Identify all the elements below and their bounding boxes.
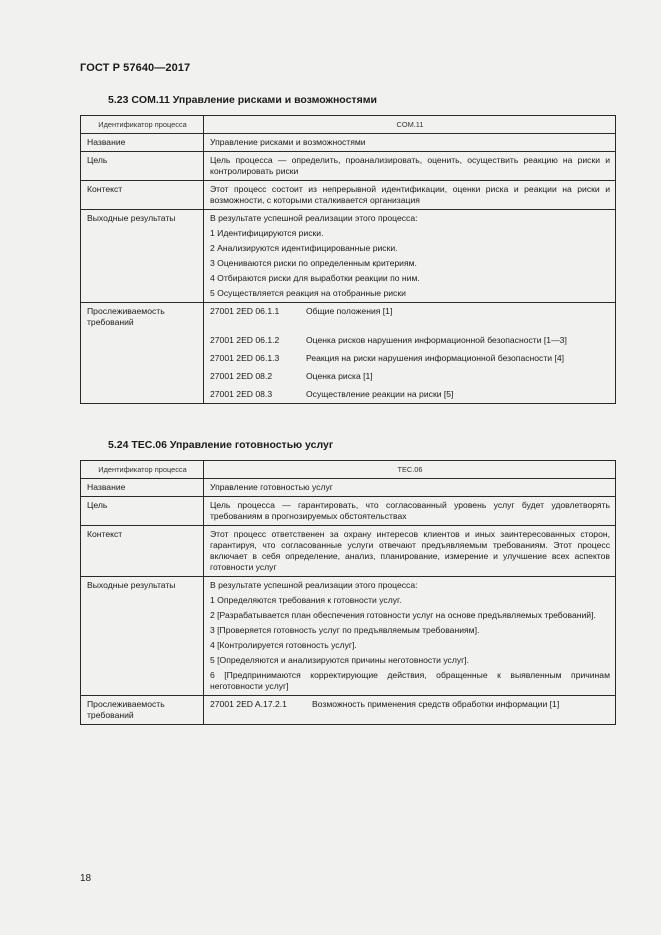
output-item: 5 Осуществляется реакция на отобранные риски <box>210 288 406 298</box>
trace-ref: 27001 2ED 06.1.1 <box>210 306 280 316</box>
trace-desc: Общие положения [1] <box>306 306 393 316</box>
table-row <box>81 526 616 577</box>
table-row <box>81 210 616 303</box>
table-row <box>81 116 616 134</box>
outputs-list <box>204 210 616 303</box>
output-item: 2 Анализируются идентифицированные риски. <box>210 243 398 253</box>
trace-list <box>204 696 616 725</box>
table-row <box>81 181 616 210</box>
trace-label: Прослеживаемость требований <box>81 303 204 404</box>
trace-desc: Оценка риска [1] <box>306 371 373 381</box>
trace-ref: 27001 2ED 06.1.2 <box>210 335 280 345</box>
id-label: Идентификатор процесса <box>81 461 204 479</box>
context-label: Контекст <box>81 526 204 577</box>
name-value: Управление рисками и возможностями <box>204 134 616 152</box>
trace-item <box>210 389 610 400</box>
id-value: COM.11 <box>204 116 616 134</box>
standard-header: ГОСТ Р 57640—2017 <box>80 62 191 74</box>
context-label: Контекст <box>81 181 204 210</box>
trace-ref: 27001 2ED A.17.2.1 <box>210 699 287 709</box>
name-label: Название <box>81 479 204 497</box>
table-row <box>81 479 616 497</box>
output-item: 3 [Проверяется готовность услуг по предъявляемым требованиям]. <box>210 625 480 635</box>
trace-desc: Осуществление реакции на риски [5] <box>306 389 454 399</box>
trace-desc: Реакция на риски нарушения информационной безопасности [4] <box>306 353 565 363</box>
output-item: 1 Определяются требования к готовности услуг. <box>210 595 402 605</box>
name-label: Название <box>81 134 204 152</box>
trace-item <box>210 353 610 364</box>
section-title-com11: 5.23 COM.11 Управление рисками и возможностями <box>108 94 377 106</box>
trace-ref: 27001 2ED 06.1.3 <box>210 353 280 363</box>
id-value: TEC.06 <box>204 461 616 479</box>
page-number: 18 <box>80 873 92 884</box>
outputs-label: Выходные результаты <box>81 210 204 303</box>
outputs-list <box>204 577 616 696</box>
table-row <box>81 577 616 696</box>
outputs-label: Выходные результаты <box>81 577 204 696</box>
output-item: 5 [Определяются и анализируются причины неготовности услуг]. <box>210 655 470 665</box>
name-value: Управление готовностью услуг <box>204 479 616 497</box>
context-value: Этот процесс состоит из непрерывной идентификации, оценки риска и реакции на риски и возможности, с которыми сталкивается организация <box>204 181 616 210</box>
trace-item <box>210 306 610 317</box>
id-label: Идентификатор процесса <box>81 116 204 134</box>
table-row <box>81 497 616 526</box>
outputs-intro: В результате успешной реализации этого процесса: <box>210 580 418 590</box>
trace-label: Прослеживаемость требований <box>81 696 204 725</box>
table-row <box>81 303 616 404</box>
trace-desc: Возможность применения средств обработки информации [1] <box>312 699 560 709</box>
purpose-label: Цель <box>81 497 204 526</box>
output-item: 4 [Контролируется готовность услуг]. <box>210 640 357 650</box>
purpose-value: Цель процесса — определить, проанализировать, оценить, осуществить реакцию на риски и контролировать риски <box>204 152 616 181</box>
trace-desc: Оценка рисков нарушения информационной безопасности [1—3] <box>306 335 567 345</box>
output-item: 3 Оцениваются риски по определенным критериям. <box>210 258 417 268</box>
section-title-tec06: 5.24 TEC.06 Управление готовностью услуг <box>108 439 334 451</box>
trace-item <box>210 699 610 710</box>
trace-item <box>210 335 610 346</box>
output-item: 1 Идентифицируются риски. <box>210 228 324 238</box>
purpose-label: Цель <box>81 152 204 181</box>
purpose-value: Цель процесса — гарантировать, что согласованный уровень услуг будет удовлетворять требованиям в прогнозируемых обстоятельствах <box>204 497 616 526</box>
table-row <box>81 696 616 725</box>
output-item: 2 [Разрабатывается план обеспечения готовности услуг на основе предъявляемых требований]. <box>210 610 596 620</box>
outputs-intro: В результате успешной реализации этого процесса: <box>210 213 418 223</box>
process-table-tec06 <box>80 460 616 725</box>
table-row <box>81 152 616 181</box>
trace-list <box>204 303 616 404</box>
table-row <box>81 134 616 152</box>
output-item: 4 Отбираются риски для выработки реакции по ним. <box>210 273 420 283</box>
process-table-com11 <box>80 115 616 404</box>
trace-item <box>210 371 610 382</box>
context-value: Этот процесс ответственен за охрану интересов клиентов и иных заинтересованных сторон, гарантируя, что согласованные услуги отвечают предъявляемым требованиям. Этот процесс включает в себя определение, анализ, планирование, измерение и улучшение всех аспектов готовности услуг <box>204 526 616 577</box>
trace-ref: 27001 2ED 08.2 <box>210 371 273 381</box>
output-item: 6 [Предпринимаются корректирующие действия, обращенные к выявленным причинам неготовности услуг] <box>210 670 610 691</box>
table-row <box>81 461 616 479</box>
trace-ref: 27001 2ED 08.3 <box>210 389 273 399</box>
